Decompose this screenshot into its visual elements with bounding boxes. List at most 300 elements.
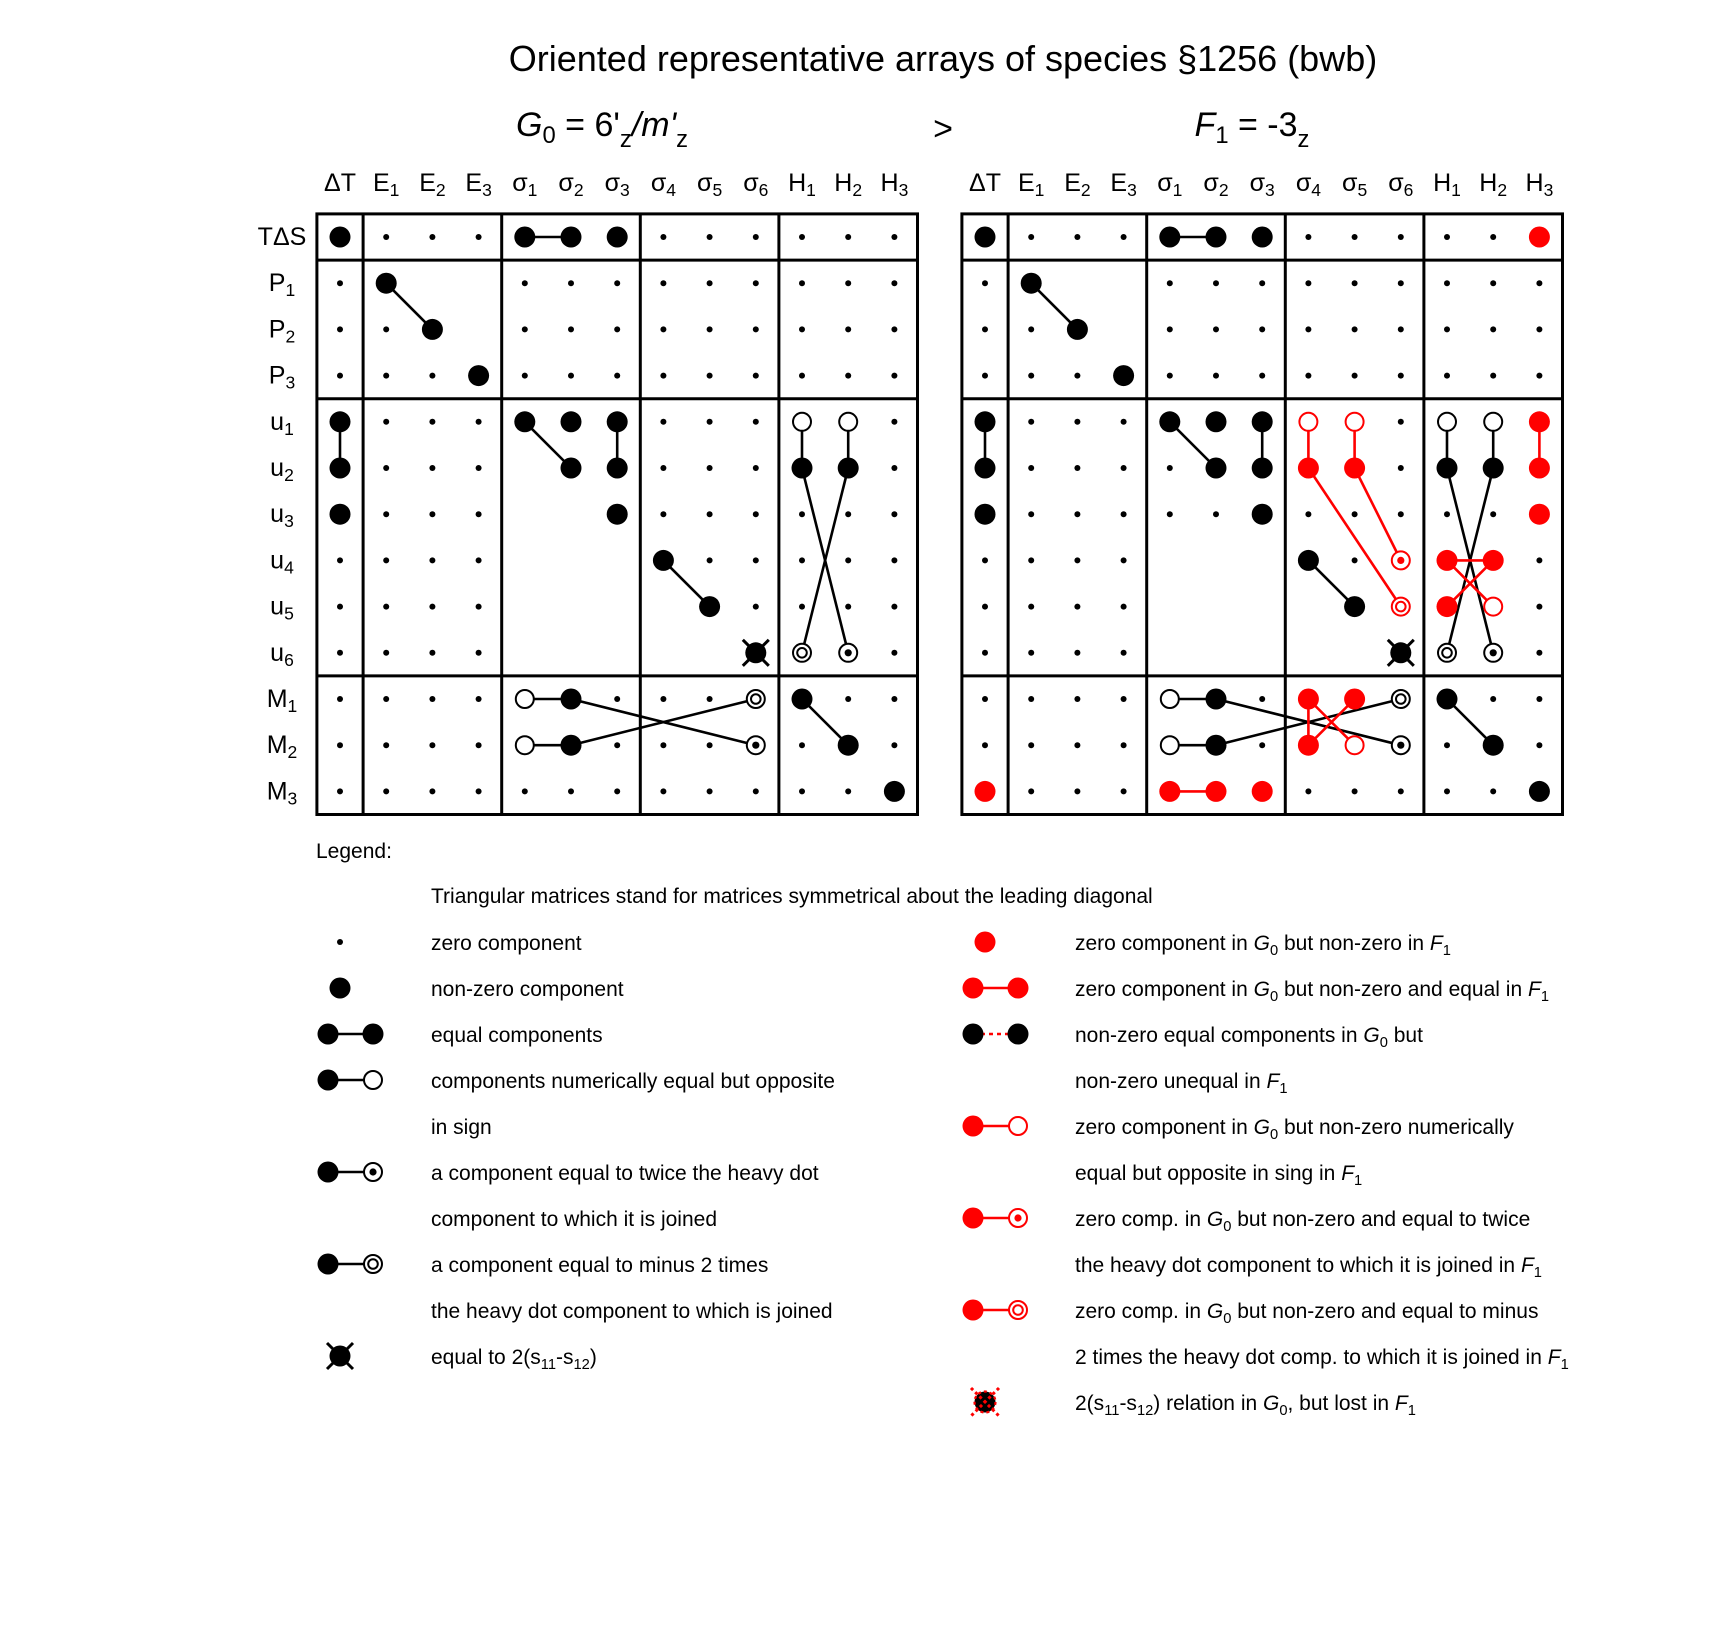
column-label: ΔT xyxy=(324,169,356,197)
zero-dot xyxy=(1398,326,1404,332)
component-mark xyxy=(838,735,859,756)
zero-dot xyxy=(891,511,897,517)
component-mark xyxy=(516,736,534,754)
component-mark xyxy=(1529,504,1550,525)
component-mark xyxy=(330,504,351,525)
zero-dot xyxy=(568,280,574,286)
legend-item xyxy=(971,1388,1416,1419)
zero-dot xyxy=(660,419,666,425)
legend-mark xyxy=(363,1024,384,1045)
zero-dot xyxy=(660,234,666,240)
legend-text: zero component in G0 but non-zero and equal in F1 xyxy=(1075,978,1549,1005)
zero-dot xyxy=(1121,788,1127,794)
component-mark xyxy=(607,227,628,248)
component-mark xyxy=(975,458,996,479)
zero-dot xyxy=(429,234,435,240)
component-mark xyxy=(1298,689,1319,710)
legend-item xyxy=(318,1024,603,1048)
component-mark xyxy=(607,411,628,432)
zero-dot xyxy=(614,280,620,286)
zero-dot xyxy=(845,788,851,794)
component-mark xyxy=(1161,690,1179,708)
zero-dot xyxy=(614,326,620,332)
zero-dot xyxy=(1398,419,1404,425)
zero-dot xyxy=(1444,373,1450,379)
zero-dot xyxy=(753,465,759,471)
component-mark xyxy=(792,458,813,479)
array-panel-f1 xyxy=(962,169,1563,815)
component-mark xyxy=(1159,781,1180,802)
zero-dot xyxy=(1352,511,1358,517)
zero-dot xyxy=(1121,465,1127,471)
legend-item xyxy=(318,1070,835,1140)
zero-dot xyxy=(1167,511,1173,517)
legend-text: zero component xyxy=(431,932,582,955)
zero-dot xyxy=(337,280,343,286)
legend-item xyxy=(963,1116,1515,1189)
zero-dot xyxy=(522,788,528,794)
zero-dot xyxy=(1444,742,1450,748)
legend-text: zero component in G0 but non-zero numerically xyxy=(1075,1116,1514,1143)
zero-dot xyxy=(1536,604,1542,610)
legend-mark xyxy=(318,1254,339,1275)
zero-dot xyxy=(1305,234,1311,240)
component-mark xyxy=(1392,736,1410,754)
component-mark xyxy=(1344,458,1365,479)
component-mark xyxy=(747,690,765,708)
zero-dot xyxy=(337,604,343,610)
zero-dot xyxy=(1398,788,1404,794)
component-mark xyxy=(1206,735,1227,756)
legend-symbol xyxy=(318,1024,384,1045)
zero-dot xyxy=(476,650,482,656)
zero-dot xyxy=(476,419,482,425)
component-mark xyxy=(1529,227,1550,248)
zero-dot xyxy=(337,742,343,748)
legend-item xyxy=(330,978,624,1002)
zero-dot xyxy=(1074,511,1080,517)
legend-item xyxy=(963,1208,1542,1281)
component-mark xyxy=(561,411,582,432)
zero-dot xyxy=(1444,280,1450,286)
legend-text: equal to 2(s11-s12) xyxy=(431,1346,597,1373)
zero-dot xyxy=(1028,557,1034,563)
legend-item xyxy=(318,1162,819,1232)
column-label: H1 xyxy=(788,169,816,201)
legend-symbol xyxy=(971,1388,999,1416)
component-mark xyxy=(1298,550,1319,571)
zero-dot xyxy=(799,511,805,517)
zero-dot xyxy=(383,604,389,610)
zero-dot xyxy=(476,557,482,563)
array-panel-g0 xyxy=(317,169,918,815)
component-mark xyxy=(1438,413,1456,431)
legend-symbol xyxy=(975,932,996,953)
zero-dot xyxy=(1028,604,1034,610)
zero-dot xyxy=(383,326,389,332)
legend-text: component to which it is joined xyxy=(431,1208,717,1231)
zero-dot xyxy=(845,557,851,563)
zero-dot xyxy=(429,419,435,425)
legend-mark xyxy=(1008,978,1029,999)
zero-dot xyxy=(707,373,713,379)
zero-dot xyxy=(660,280,666,286)
legend-item xyxy=(327,1343,597,1373)
zero-dot xyxy=(845,234,851,240)
zero-dot xyxy=(383,650,389,656)
column-label: σ4 xyxy=(650,169,676,201)
zero-dot xyxy=(753,326,759,332)
legend-text: a component equal to minus 2 times xyxy=(431,1254,769,1277)
zero-dot xyxy=(614,696,620,702)
zero-dot xyxy=(337,326,343,332)
zero-dot xyxy=(1444,788,1450,794)
component-mark xyxy=(561,227,582,248)
legend-text: in sign xyxy=(431,1116,492,1139)
column-label: σ6 xyxy=(1388,169,1414,201)
zero-dot xyxy=(660,511,666,517)
component-mark xyxy=(1298,458,1319,479)
column-label: σ1 xyxy=(1157,169,1183,201)
column-label: ΔT xyxy=(969,169,1001,197)
column-label: σ5 xyxy=(697,169,723,201)
zero-dot xyxy=(1167,465,1173,471)
zero-dot xyxy=(383,788,389,794)
row-label: M2 xyxy=(266,731,298,763)
component-mark xyxy=(1067,319,1088,340)
component-mark xyxy=(1483,735,1504,756)
zero-dot xyxy=(753,604,759,610)
zero-dot xyxy=(614,742,620,748)
legend-text: non-zero equal components in G0 but xyxy=(1075,1024,1423,1051)
legend-text: 2(s11-s12) relation in G0, but lost in F1 xyxy=(1075,1392,1416,1419)
legend-mark xyxy=(963,1024,984,1045)
component-mark xyxy=(1388,640,1414,666)
zero-dot xyxy=(799,280,805,286)
component-mark xyxy=(514,227,535,248)
zero-dot xyxy=(891,696,897,702)
zero-dot xyxy=(982,604,988,610)
legend-item xyxy=(963,1024,1424,1097)
component-mark xyxy=(1113,365,1134,386)
zero-dot xyxy=(1305,788,1311,794)
zero-dot xyxy=(476,234,482,240)
column-label: H2 xyxy=(834,169,863,201)
zero-dot xyxy=(1536,557,1542,563)
zero-dot xyxy=(1398,511,1404,517)
row-label: P2 xyxy=(268,315,296,347)
column-labels xyxy=(324,169,908,200)
legend-mark xyxy=(963,1208,984,1229)
zero-dot xyxy=(1121,557,1127,563)
component-mark xyxy=(975,781,996,802)
zero-dot xyxy=(753,511,759,517)
row-label: M1 xyxy=(266,685,298,717)
row-label: u6 xyxy=(270,638,294,671)
zero-dot xyxy=(1167,326,1173,332)
zero-dot xyxy=(429,373,435,379)
zero-dot xyxy=(1074,373,1080,379)
zero-dot xyxy=(660,742,666,748)
zero-dot xyxy=(476,696,482,702)
legend-mark xyxy=(318,1070,339,1091)
component-mark xyxy=(607,504,628,525)
connector-lines xyxy=(340,237,848,745)
component-mark xyxy=(1206,458,1227,479)
zero-dot xyxy=(1028,788,1034,794)
zero-dot xyxy=(1028,373,1034,379)
zero-dot xyxy=(1444,511,1450,517)
column-label: E1 xyxy=(372,169,400,201)
zero-dot xyxy=(660,326,666,332)
component-mark xyxy=(516,690,534,708)
zero-dot xyxy=(337,696,343,702)
component-mark xyxy=(561,458,582,479)
legend-symbol xyxy=(318,1254,383,1275)
legend-symbol xyxy=(963,1300,1028,1321)
zero-dot xyxy=(845,511,851,517)
legend-symbol xyxy=(318,1162,383,1183)
legend-note: Triangular matrices stand for matrices symmetrical about the leading diagonal xyxy=(431,885,1153,908)
panel-right-group-label: F1 = -3z xyxy=(1194,106,1310,153)
zero-dot xyxy=(707,234,713,240)
column-label: H3 xyxy=(880,169,909,201)
component-mark xyxy=(1252,411,1273,432)
zero-dot xyxy=(1352,373,1358,379)
legend-item xyxy=(963,1300,1569,1373)
component-mark xyxy=(330,458,351,479)
component-mark xyxy=(793,413,811,431)
zero-dot xyxy=(982,742,988,748)
zero-dot xyxy=(429,465,435,471)
column-label: σ3 xyxy=(1249,169,1275,201)
component-mark xyxy=(1344,689,1365,710)
zero-dot xyxy=(1074,650,1080,656)
legend-symbol xyxy=(330,978,351,999)
zero-dot xyxy=(660,696,666,702)
component-mark xyxy=(975,227,996,248)
row-label: TΔS xyxy=(257,223,307,251)
component-mark xyxy=(838,458,859,479)
legend-title: Legend: xyxy=(316,840,392,863)
zero-dot xyxy=(1352,280,1358,286)
row-label: P3 xyxy=(268,361,296,393)
panel-left-group-label: G0 = 6'z/m'z xyxy=(516,106,688,153)
zero-dot xyxy=(1536,742,1542,748)
zero-dot xyxy=(1305,326,1311,332)
component-mark xyxy=(376,273,397,294)
component-mark xyxy=(1437,596,1458,617)
column-label: σ3 xyxy=(604,169,630,201)
legend-text: non-zero component xyxy=(431,978,624,1001)
zero-dot xyxy=(1398,465,1404,471)
column-labels xyxy=(969,169,1553,200)
zero-dot xyxy=(383,373,389,379)
component-mark xyxy=(1437,550,1458,571)
component-mark xyxy=(653,550,674,571)
zero-dot xyxy=(707,326,713,332)
comparison-symbol: > xyxy=(933,110,953,148)
zero-dot xyxy=(799,234,805,240)
zero-dot xyxy=(1074,234,1080,240)
zero-dot xyxy=(1074,419,1080,425)
legend-symbol xyxy=(327,1343,353,1369)
component-mark xyxy=(1529,781,1550,802)
component-mark xyxy=(1483,550,1504,571)
component-mark xyxy=(1206,227,1227,248)
component-mark xyxy=(1206,411,1227,432)
zero-dot xyxy=(753,373,759,379)
legend-mark xyxy=(975,932,996,953)
component-mark xyxy=(793,644,811,662)
zero-dot xyxy=(1490,696,1496,702)
row-label: u4 xyxy=(270,546,294,578)
zero-dot xyxy=(1121,234,1127,240)
component-mark xyxy=(1159,411,1180,432)
component-mark xyxy=(884,781,905,802)
zero-dot xyxy=(891,604,897,610)
component-mark xyxy=(561,689,582,710)
legend-item xyxy=(963,978,1549,1005)
zero-dot xyxy=(383,465,389,471)
legend-mark xyxy=(1008,1024,1029,1045)
zero-dot xyxy=(429,604,435,610)
component-mark xyxy=(1483,458,1504,479)
legend-text: equal but opposite in sing in F1 xyxy=(1075,1162,1363,1189)
zero-dot xyxy=(845,280,851,286)
legend-mark xyxy=(1009,1117,1027,1135)
column-label: E3 xyxy=(1110,169,1137,201)
zero-dot xyxy=(799,557,805,563)
component-mark xyxy=(1344,596,1365,617)
zero-dot xyxy=(476,465,482,471)
legend-mark xyxy=(337,939,343,945)
zero-dot xyxy=(1259,742,1265,748)
legend-text: zero comp. in G0 but non-zero and equal to twice xyxy=(1075,1208,1531,1235)
zero-dot xyxy=(1352,557,1358,563)
zero-dot xyxy=(1444,326,1450,332)
component-mark xyxy=(1438,644,1456,662)
zero-dot xyxy=(476,604,482,610)
legend-mark xyxy=(330,978,351,999)
zero-dot xyxy=(1074,557,1080,563)
zero-dot xyxy=(476,511,482,517)
zero-dot xyxy=(522,373,528,379)
zero-dot xyxy=(1490,234,1496,240)
zero-dot xyxy=(1167,280,1173,286)
legend-text: the heavy dot component to which is joined xyxy=(431,1300,833,1323)
zero-dot xyxy=(568,373,574,379)
zero-dot xyxy=(1028,742,1034,748)
column-label: σ2 xyxy=(1203,169,1229,201)
legend-symbol xyxy=(337,939,343,945)
zero-dot xyxy=(1536,280,1542,286)
zero-dot xyxy=(982,557,988,563)
zero-dot xyxy=(799,742,805,748)
zero-dot xyxy=(799,373,805,379)
zero-dot xyxy=(337,650,343,656)
zero-dot xyxy=(891,419,897,425)
zero-dot xyxy=(1074,742,1080,748)
zero-dot xyxy=(383,419,389,425)
legend-mark xyxy=(963,978,984,999)
legend-text: the heavy dot component to which it is joined in F1 xyxy=(1075,1254,1542,1281)
zero-dot xyxy=(1398,373,1404,379)
zero-dot xyxy=(568,326,574,332)
zero-dot xyxy=(1213,280,1219,286)
zero-dot xyxy=(1074,788,1080,794)
zero-dot xyxy=(1352,326,1358,332)
component-mark xyxy=(1346,736,1364,754)
component-mark xyxy=(1252,227,1273,248)
component-mark xyxy=(1161,736,1179,754)
zero-dot xyxy=(982,696,988,702)
component-mark xyxy=(1346,413,1364,431)
zero-dot xyxy=(1305,373,1311,379)
zero-dot xyxy=(1167,373,1173,379)
zero-dot xyxy=(429,511,435,517)
zero-dot xyxy=(337,373,343,379)
component-mark xyxy=(1021,273,1042,294)
column-label: E1 xyxy=(1017,169,1045,201)
zero-dot xyxy=(522,280,528,286)
legend-text: components numerically equal but opposite xyxy=(431,1070,835,1093)
legend-mark xyxy=(1009,1301,1027,1319)
zero-dot xyxy=(707,557,713,563)
column-label: σ4 xyxy=(1295,169,1321,201)
column-label: H3 xyxy=(1525,169,1554,201)
zero-dot xyxy=(707,419,713,425)
legend-mark xyxy=(327,1343,353,1369)
component-mark xyxy=(839,644,857,662)
zero-dot xyxy=(1490,511,1496,517)
zero-dot xyxy=(1074,604,1080,610)
zero-dot xyxy=(1490,280,1496,286)
zero-dot xyxy=(1536,650,1542,656)
row-label: u3 xyxy=(270,500,294,532)
component-mark xyxy=(1392,690,1410,708)
legend-text: 2 times the heavy dot comp. to which it is joined in F1 xyxy=(1075,1346,1569,1373)
diagram-title: Oriented representative arrays of species §1256 (bwb) xyxy=(508,38,1378,79)
zero-dot xyxy=(707,465,713,471)
component-mark xyxy=(1252,458,1273,479)
component-mark xyxy=(699,596,720,617)
component-mark xyxy=(561,735,582,756)
zero-dot xyxy=(522,326,528,332)
zero-dot xyxy=(1121,604,1127,610)
zero-dot xyxy=(1490,326,1496,332)
legend-text: non-zero unequal in F1 xyxy=(1075,1070,1288,1097)
legend-item xyxy=(337,932,582,955)
zero-dot xyxy=(614,788,620,794)
zero-dot xyxy=(429,696,435,702)
zero-dot xyxy=(383,234,389,240)
column-label: σ5 xyxy=(1342,169,1368,201)
legend-mark xyxy=(963,1300,984,1321)
zero-dot xyxy=(1028,696,1034,702)
zero-dot xyxy=(891,650,897,656)
component-mark xyxy=(330,411,351,432)
zero-dot xyxy=(845,373,851,379)
zero-dot xyxy=(337,788,343,794)
zero-dot xyxy=(1028,650,1034,656)
component-mark xyxy=(975,504,996,525)
zero-dot xyxy=(1121,696,1127,702)
zero-dot xyxy=(891,280,897,286)
zero-dot xyxy=(753,557,759,563)
zero-dot xyxy=(1490,373,1496,379)
zero-dot xyxy=(753,419,759,425)
